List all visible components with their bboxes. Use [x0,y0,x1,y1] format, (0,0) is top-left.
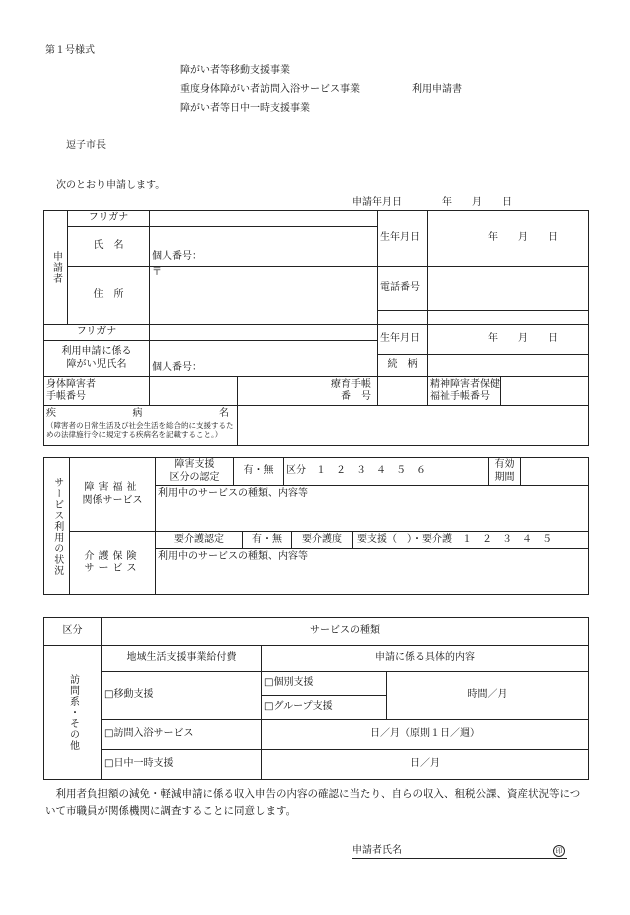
applicant-my-number: 個人番号： [152,250,202,262]
applicant-address-label: 住 所 [68,267,150,325]
care-yes-no[interactable]: 有・無 [243,532,292,548]
mobility-detail[interactable]: 時間／月 [387,672,589,720]
care-cert-label: 要介護認定 [156,532,243,548]
application-date: 申請年月日 年 月 日 [352,197,512,208]
mobility-group[interactable]: □グループ支援 [262,696,387,720]
ryoiku-cert-label: 療育手帳 番 号 [238,377,378,406]
welfare-service-label: 障害福祉 関係サービス [70,458,156,532]
ryoiku-cert-field[interactable] [378,377,428,406]
consent-text: 利用者負担額の減免・軽減申請に係る収入申告の内容の確認に当たり、自らの収入、租税公課、資産状況等について市職員が関係機関に調査することに同意します。 [45,788,581,817]
mental-cert-label: 精神障害者保健 福祉手帳番号 [428,377,501,405]
title-line-3: 障がい者等日中一時支援事業 [180,103,310,114]
physical-cert-field[interactable] [150,377,238,406]
child-my-number: 個人番号： [152,361,202,373]
disease-note: （障害者の日常生活及び社会生活を総合的に支援するための法律施行令に規定する疾病名を記載すること。） [46,420,234,439]
title-line-2: 重度身体障がい者訪問入浴サービス事業 [180,84,360,95]
support-yes-no[interactable]: 有・無 [234,458,284,486]
mental-cert-field[interactable] [501,377,588,405]
mobility-individual[interactable]: □個別支援 [262,672,387,696]
relation-label: 続 柄 [378,355,428,377]
title-line-1: 障がい者等移動支援事業 [180,65,290,76]
signature-line[interactable] [352,845,567,859]
col-category: 区分 [44,618,102,646]
applicant-dob-label: 生年月日 [378,211,428,267]
disease-label: 疾 病 名 （障害者の日常生活及び社会生活を総合的に支援するための法律施行令に規定する疾病名を記載すること。） [44,406,238,446]
applicant-address-field[interactable] [150,267,378,325]
intro-text: 次のとおり申請します。 [56,180,166,191]
bathing-detail[interactable]: 日／月（原則１日／週） [262,720,589,750]
applicant-name-field[interactable] [150,227,378,267]
service-row-bathing[interactable]: □訪問入浴サービス [102,720,262,750]
applicant-furigana-field[interactable] [150,211,378,227]
relation-field[interactable] [428,355,589,377]
applicant-side-label: 申請者 [44,211,68,325]
care-level-label: 要介護度 [292,532,353,548]
applicant-table [43,210,589,446]
services-table [43,617,589,780]
seal-mark: 印 [553,845,565,857]
child-furigana-field[interactable] [150,325,378,341]
applicant-phone-field[interactable] [428,267,589,311]
support-category-label: 障害支援 区分の認定 [156,458,234,486]
disease-field[interactable] [238,406,589,446]
care-level-options[interactable]: 要支援（ ）・要介護 １ ２ ３ ４ ５ [357,534,552,545]
service-status-side-label: サービス利用の状況 [44,458,70,595]
applicant-dob-field[interactable]: 年 月 日 [428,211,589,267]
validity-field[interactable] [521,458,589,486]
applicant-name-label: 氏 名 [68,227,150,267]
service-row-daytime[interactable]: □日中一時支援 [102,750,262,780]
benefit-header: 地域生活支援事業給付費 [102,646,262,672]
daytime-detail[interactable]: 日／月 [262,750,589,780]
addressee: 逗子市長 [66,140,106,151]
support-category-options[interactable]: 区分 １ ２ ３ ４ ５ ６ [284,458,489,486]
postal-mark: 〒 [152,267,162,278]
child-dob-field[interactable]: 年 月 日 [428,325,589,355]
title-suffix: 利用申請書 [412,84,462,95]
validity-label: 有効 期間 [489,458,521,486]
child-dob-label: 生年月日 [378,325,428,355]
signature-label: 申請者氏名 [352,845,402,856]
detail-header: 申請に係る具体的内容 [262,646,589,672]
service-status-table [43,457,589,595]
care-in-use-field[interactable]: 利用中のサービスの種類、内容等 [156,549,589,595]
welfare-in-use-field[interactable]: 利用中のサービスの種類、内容等 [156,486,589,532]
applicant-furigana-label: フリガナ [68,211,150,227]
applicant-phone-label: 電話番号 [378,267,428,311]
child-name-field[interactable] [150,341,378,377]
child-furigana-label: フリガナ [44,325,150,341]
physical-cert-label: 身体障害者 手帳番号 [44,377,150,406]
care-service-label: 介護保険 サービス [70,532,156,595]
child-name-label: 利用申請に係る 障がい児氏名 [44,341,150,377]
service-row-mobility[interactable]: □移動支援 [102,672,262,720]
group-label: 訪問系・その他 [44,646,102,780]
form-number: 第１号様式 [45,45,95,56]
col-service-types: サービスの種類 [102,618,589,646]
